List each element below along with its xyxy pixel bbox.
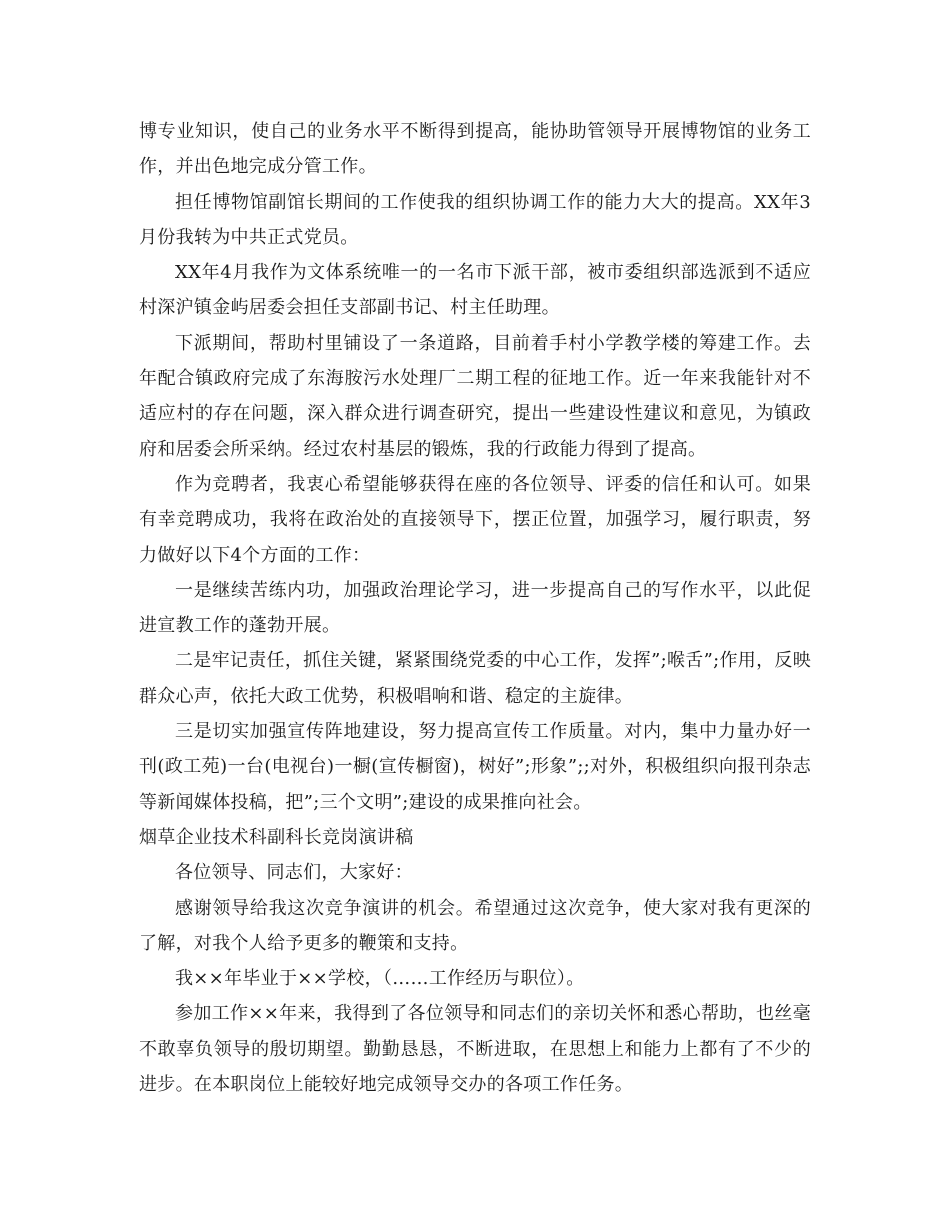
paragraph-3: XX年4月我作为文体系统唯一的一名市下派干部，被市委组织部选派到不适应村深沪镇金屿居委会担任支部副书记、村主任助理。: [139, 262, 811, 319]
document-body: [139, 114, 811, 1102]
paragraph-4: 下派期间，帮助村里铺设了一条道路，目前着手村小学教学楼的筹建工作。去年配合镇政府完成了东海胺污水处理厂二期工程的征地工作。近一年来我能针对不适应村的存在问题，深入群众进行调查研究，提出一些建设性建议和意见，为镇政府和居委会所采纳。经过农村基层的锻炼，我的行政能力得到了提高。: [139, 332, 811, 460]
paragraph-7: 二是牢记责任，抓住关键，紧紧围绕党委的中心工作，发挥”;喉舌”;作用，反映群众心声，依托大政工优势，积极唱响和谐、稳定的主旋律。: [139, 650, 811, 707]
paragraph-6: 一是继续苦练内功，加强政治理论学习，进一步提高自己的写作水平，以此促进宣教工作的蓬勃开展。: [139, 579, 811, 637]
paragraph-1: 博专业知识，使自己的业务水平不断得到提高，能协助管领导开展博物馆的业务工作，并出色地完成分管工作。: [139, 121, 811, 178]
paragraph-2: 担任博物馆副馆长期间的工作使我的组织协调工作的能力大大的提高。XX年3月份我转为中共正式党员。: [139, 191, 811, 248]
paragraph-11: 感谢领导给我这次竞争演讲的机会。希望通过这次竞争，使大家对我有更深的了解，对我个人给予更多的鞭策和支持。: [139, 897, 811, 954]
greeting: 各位领导、同志们，大家好：: [175, 862, 413, 884]
paragraph-8: 三是切实加强宣传阵地建设，努力提高宣传工作质量。对内，集中力量办好一刊(政工苑)一台(电视台)一橱(宣传橱窗)，树好”;形象”;;对外，积极组织向报刊杂志等新闻媒体投稿，把”;三个文明”;建设的成果推向社会。: [139, 721, 811, 813]
paragraph-12: 我××年毕业于××学校，（……工作经历与职位）。: [175, 968, 585, 990]
paragraph-13: 参加工作××年来，我得到了各位领导和同志们的亲切关怀和悉心帮助，也丝毫不敢辜负领导的殷切期望。勤勤恳恳，不断进取，在思想上和能力上都有了不少的进步。在本职岗位上能较好地完成领导交办的各项工作任务。: [139, 1003, 811, 1096]
section-title: 烟草企业技术科副科长竞岗演讲稿: [139, 826, 414, 848]
paragraph-5: 作为竞聘者，我衷心希望能够获得在座的各位领导、评委的信任和认可。如果有幸竞聘成功，我将在政治处的直接领导下，摆正位置，加强学习，履行职责，努力做好以下4个方面的工作：: [139, 473, 811, 566]
